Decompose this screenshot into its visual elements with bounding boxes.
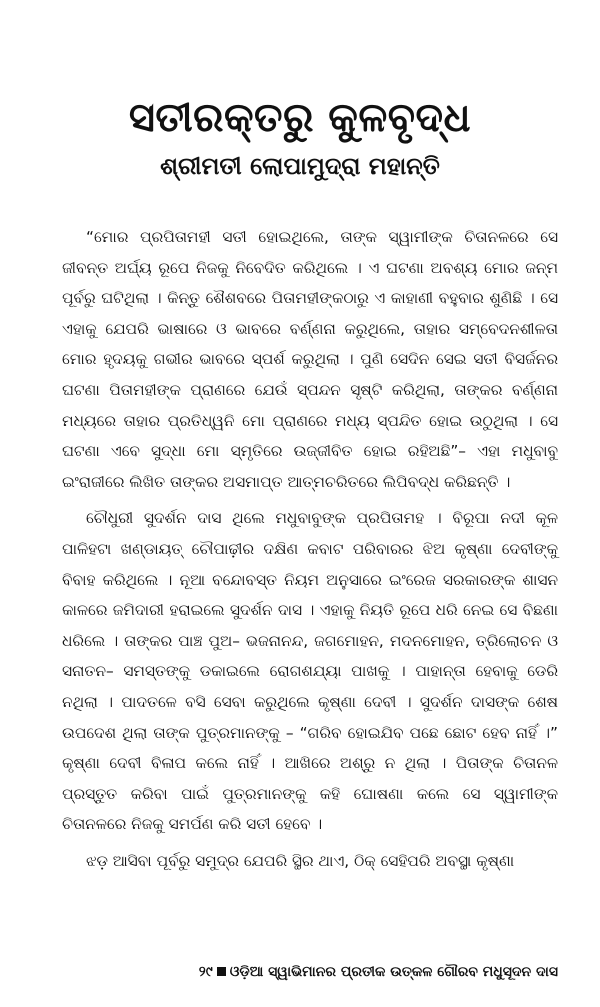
article-body xyxy=(62,222,558,876)
book-title: ଓଡ଼ିଆ ସ୍ୱାଭିମାନର ପ୍ରତୀକ ଉତ୍କଳ ଗୌରବ ମଧୁସୂଦନ ଦାସ xyxy=(229,964,558,980)
body-paragraph: ଚୌଧୁରୀ ସୁଦର୍ଶନ ଦାସ ଥିଲେ ମଧୁବାବୁଙ୍କ ପ୍ରପିତାମହ । ବିରୂପା ନଦୀ କୂଳ ପାଳିହଟା ଖଣ୍ଡାୟତ୍ ଚୌପାଢ଼ୀର ଦକ୍ଷିଣ କବାଟ ପରିବାରର ଝିଅ କୃଷ୍ଣା ଦେବୀଙ୍କୁ ବିବାହ କରିଥିଲେ । ନୂଆ ବନ୍ଦୋବସ୍ତ ନିୟମ ଅନୁସାରେ ଇଂରେଜ ସରକାରଙ୍କ ଶାସନ କାଳରେ ଜମିଦାରୀ ହରାଇଲେ ସୁଦର୍ଶନ ଦାସ । ଏହାକୁ ନିୟତି ରୂପେ ଧରି ନେଇ ସେ ବିଛଣା ଧରିଲେ । ତାଙ୍କର ପାଞ୍ଚ ପୁଅ– ଭଜନାନନ୍ଦ, ଜଗମୋହନ, ମଦନମୋହନ, ତ୍ରିଲୋଚନ ଓ ସନାତନ– ସମସ୍ତଙ୍କୁ ଡକାଇଲେ ରୋଗଶଯ୍ୟା ପାଖକୁ । ପାହାନ୍ତା ହେବାକୁ ଡେରି ନଥିଲା । ପାଦତଳେ ବସି ସେବା କରୁଥିଲେ କୃଷ୍ଣା ଦେବୀ । ସୁଦର୍ଶନ ଦାସଙ୍କ ଶେଷ ଉପଦେଶ ଥିଲା ତାଙ୍କ ପୁତ୍ରମାନଙ୍କୁ – “ଗରିବ ହୋଇଯିବ ପଛେ ଛୋଟ ହେବ ନାହିଁ ।” କୃଷ୍ଣା ଦେବୀ ବିଳାପ କଲେ ନାହିଁ । ଆଖିରେ ଅଶ୍ରୁ ନ ଥିଲା । ପିତାଙ୍କ ଚିତାନଳ ପ୍ରସ୍ତୁତ କରିବା ପାଇଁ ପୁତ୍ରମାନଙ୍କୁ କହି ଘୋଷଣା କଲେ ସେ ସ୍ୱାମୀଙ୍କ ଚିତାନଳରେ ନିଜକୁ ସମର୍ପଣ କରି ସତୀ ହେବେ । xyxy=(62,509,558,834)
body-paragraph: ଝଡ଼ ଆସିବା ପୂର୍ବରୁ ସମୁଦ୍ର ଯେପରି ସ୍ଥିର ଥାଏ, ଠିକ୍ ସେହିପରି ଅବସ୍ଥା କୃଷ୍ଣା xyxy=(86,851,515,870)
page-footer xyxy=(62,962,558,982)
article-title: ସତୀରକ୍ତରୁ କୁଳବୃଦ୍ଧ xyxy=(128,95,472,141)
page-number: ୨୯ xyxy=(198,964,213,980)
author-name: ଶ୍ରୀମତୀ ଲୋପାମୁଦ୍ରା ମହାନ୍ତି xyxy=(160,152,440,180)
square-bullet-icon xyxy=(217,967,226,976)
body-paragraph: “ମୋର ପ୍ରପିତାମହୀ ସତୀ ହୋଇଥିଲେ, ତାଙ୍କ ସ୍ୱାମୀଙ୍କ ଚିତାନଳରେ ସେ ଜୀବନ୍ତ ଅର୍ଘ୍ୟ ରୂପେ ନିଜକୁ ନିବେଦିତ କରିଥିଲେ । ଏ ଘଟଣା ଅବଶ୍ୟ ମୋର ଜନ୍ମ ପୂର୍ବରୁ ଘଟିଥିଲା । କିନ୍ତୁ ଶୈଶବରେ ପିତାମହୀଙ୍କଠାରୁ ଏ କାହାଣୀ ବହୁବାର ଶୁଣିଛି । ସେ ଏହାକୁ ଯେପରି ଭାଷାରେ ଓ ଭାବରେ ବର୍ଣ୍ଣନା କରୁଥିଲେ, ତାହାର ସମ୍ବେଦନଶୀଳତା ମୋର ହୃଦୟକୁ ଗଭୀର ଭାବରେ ସ୍ପର୍ଶ କରୁଥିଲା । ପୁଣି ସେଦିନ ସେଇ ସତୀ ବିସର୍ଜନର ଘଟଣା ପିତାମହୀଙ୍କ ପ୍ରାଣରେ ଯେଉଁ ସ୍ପନ୍ଦନ ସୃଷ୍ଟି କରିଥିଲା, ତାଙ୍କର ବର୍ଣ୍ଣନା ମଧ୍ୟରେ ତାହାର ପ୍ରତିଧ୍ୱନି ମୋ ପ୍ରାଣରେ ମଧ୍ୟ ସ୍ପନ୍ଦିତ ହୋଇ ଉଠୁଥିଲା । ସେ ଘଟଣା ଏବେ ସୁଦ୍ଧା ମୋ ସ୍ମୃତିରେ ଉଜ୍ଜୀବିତ ହୋଇ ରହିଅଛି”– ଏହା ମଧୁବାବୁ ଇଂରାଜୀରେ ଲିଖିତ ତାଙ୍କର ଅସମାପ୍ତ ଆତ୍ମଚରିତରେ ଲିପିବଦ୍ଧ କରିଛନ୍ତି । xyxy=(62,228,558,491)
